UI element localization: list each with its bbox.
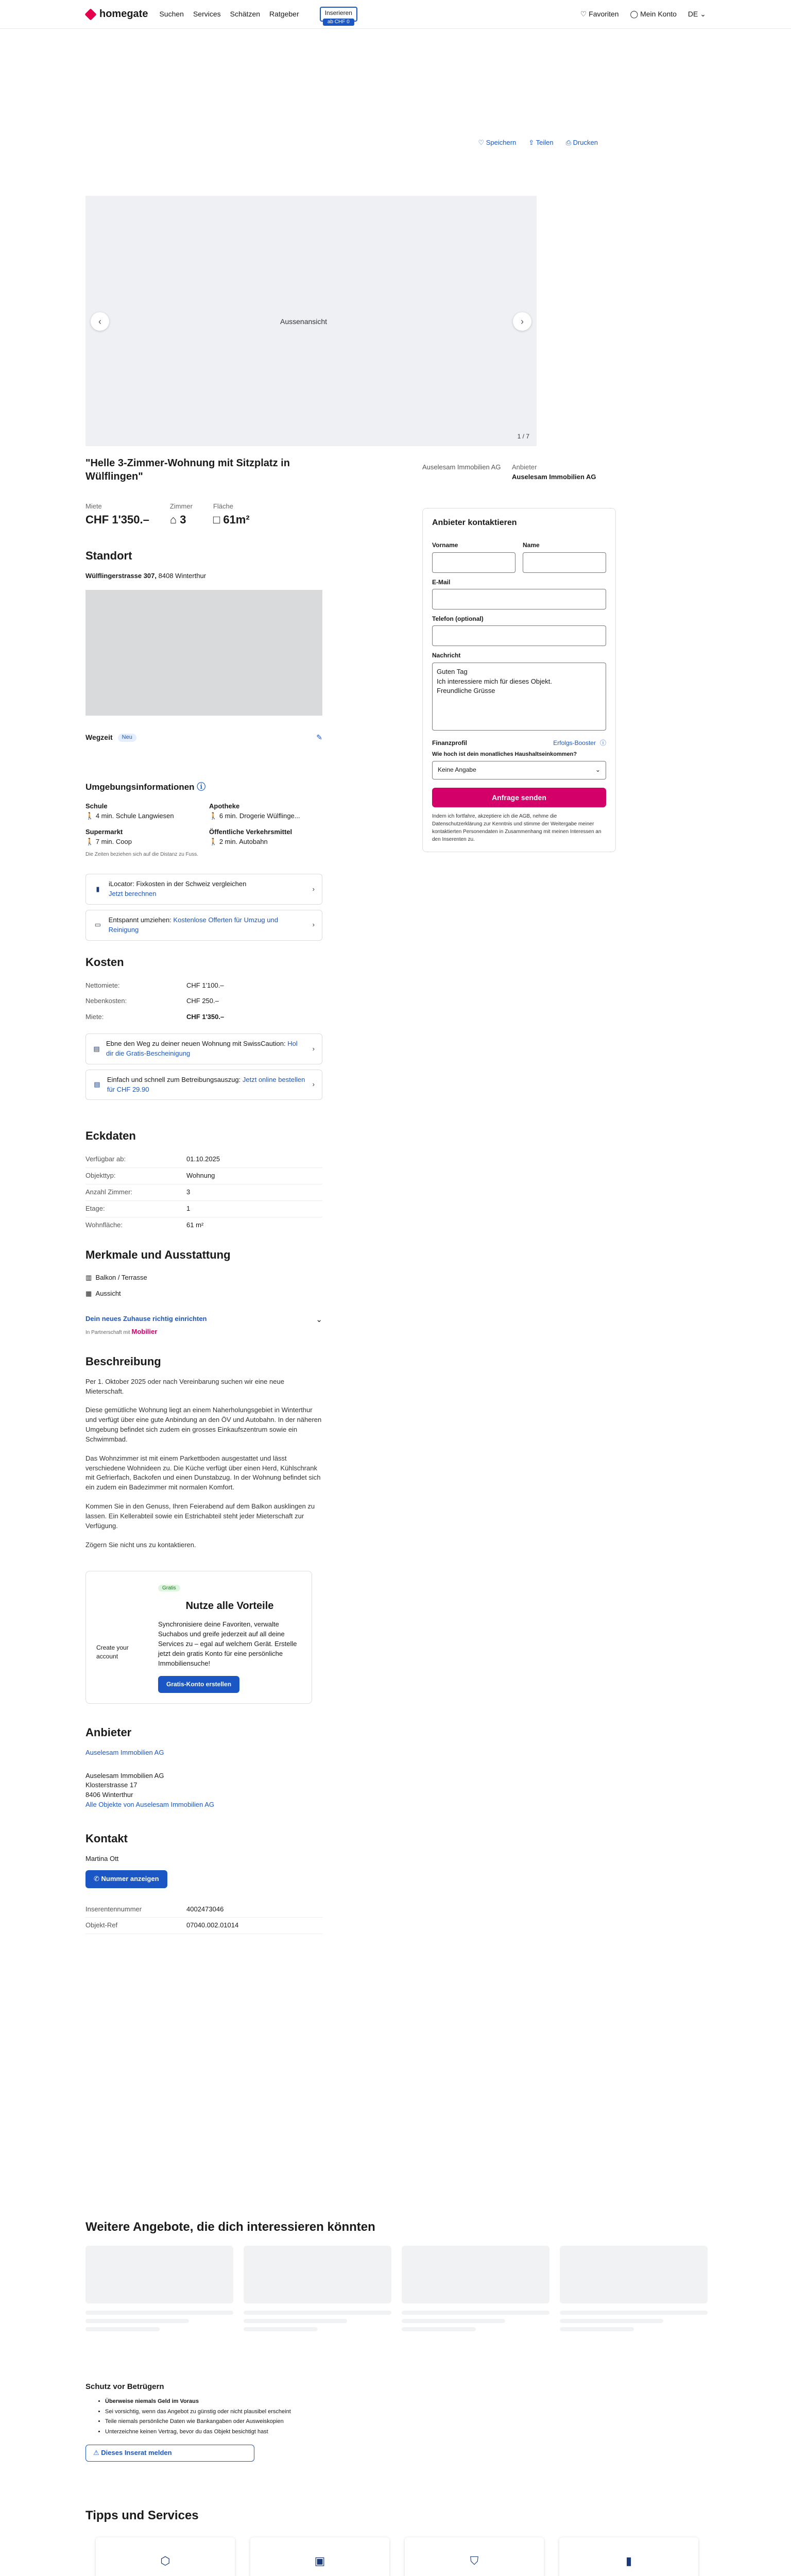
nav-services[interactable]: Services <box>193 10 221 19</box>
walk-icon: 🚶 <box>85 837 94 845</box>
key-facts: Miete CHF 1'350.– Zimmer ⌂ 3 Fläche □ 61m² <box>85 502 322 528</box>
income-select[interactable]: Keine Angabe ⌄ <box>432 761 606 779</box>
rent-value: CHF 1'350.– <box>85 513 149 526</box>
provider-logo-small: Auselesam Immobilien AG <box>422 463 501 471</box>
show-number-button[interactable]: ✆ Nummer anzeigen <box>85 1870 167 1888</box>
certificate-icon: ▣ <box>314 2554 325 2567</box>
new-badge: Neu <box>118 734 136 742</box>
send-request-button[interactable]: Anfrage senden <box>432 788 606 807</box>
info-icon[interactable]: ⓘ <box>197 782 206 792</box>
swisscaution-card[interactable]: ▤ Ebne den Weg zu deiner neuen Wohnung mit SwissCaution: Hol dir die Gratis-Bescheinigung › <box>85 1033 322 1064</box>
tip-card[interactable] <box>250 2537 389 2576</box>
save-button[interactable]: ♡ Speichern <box>478 139 517 146</box>
chevron-down-icon: ⌄ <box>700 10 706 19</box>
costs-heading: Kosten <box>85 955 124 969</box>
tip-card[interactable] <box>405 2537 544 2576</box>
language-select[interactable]: DE ⌄ <box>687 10 706 19</box>
view-icon: ▦ <box>85 1290 92 1298</box>
share-button[interactable]: ⇪ Teilen <box>528 139 554 146</box>
location-heading: Standort <box>85 549 132 562</box>
main-nav <box>159 9 308 19</box>
phone-input[interactable] <box>432 625 606 646</box>
nav-ratgeber[interactable]: Ratgeber <box>269 10 299 19</box>
walk-icon: 🚶 <box>209 812 218 820</box>
message-textarea[interactable]: Guten Tag Ich interessiere mich für dieses Objekt. Freundliche Grüsse <box>432 663 606 731</box>
provider-heading: Anbieter <box>85 1725 132 1739</box>
details-heading: Eckdaten <box>85 1129 136 1143</box>
gallery-image-alt: Aussenansicht <box>280 317 328 326</box>
walk-icon: 🚶 <box>85 812 94 820</box>
benefits-card: Create your account Gratis Nutze alle Vorteile Synchronisiere deine Favoriten, verwalte Suchabos und greife jederzeit auf all deine Services zu – egal auf welchem Gerät. Erstelle jetzt dein gratis Konto für eine persönliche Immobiliensuche! Gratis-Konto erstellen <box>85 1571 312 1704</box>
contact-form: Anbieter kontaktieren Vorname Name E-Mail Telefon (optional) Nachricht Guten Tag Ich interessiere mich für dieses Objekt. Freundliche Grüsse Finanzprofil Erfolgs-Booster ⓘ Wie hoch ist dein monatliches Haushaltseinkommen? Keine Angabe ⌄ Anfrage senden Indem ich fortfahre, akzeptiere ich die AGB, nehme die Datenschutzerklärung zur Kenntnis und stimme der Weitergabe meiner kontaktierten Personendaten in Zusammenhang mit meinen Interessen an den Inserenten zu. <box>422 508 616 852</box>
details-table: Verfügbar ab: 01.10.2025 Objekttyp: Wohnung Anzahl Zimmer: 3 Etage: 1 Wohnfläche: 61 m² <box>85 1151 322 1233</box>
similar-section: Weitere Angebote, die dich interessieren könnten <box>85 2218 709 2331</box>
shield-icon: ⛉ <box>470 2554 479 2567</box>
account-illustration: Create your account <box>96 1643 129 1660</box>
map[interactable] <box>85 590 322 716</box>
homegate-logo-icon <box>84 8 96 20</box>
user-icon: ◯ <box>630 10 639 19</box>
area-icon: □ <box>213 513 220 526</box>
nav-suchen[interactable]: Suchen <box>159 10 184 19</box>
env-heading: Umgebungsinformationen ⓘ <box>85 782 206 792</box>
nav-schaetzen[interactable]: Schätzen <box>230 10 261 19</box>
print-button[interactable]: ⎙ Drucken <box>565 139 598 146</box>
email-input[interactable] <box>432 589 606 609</box>
ilocator-icon: ▮ <box>96 885 100 893</box>
features-heading: Merkmale und Ausstattung <box>85 1248 231 1261</box>
ilocator-card[interactable]: ▮ iLocator: Fixkosten in der Schweiz vergleichen Jetzt berechnen › <box>85 874 322 905</box>
edit-icon[interactable]: ✎ <box>316 733 322 742</box>
last-name-input[interactable] <box>523 552 606 573</box>
similar-card-placeholder[interactable] <box>560 2246 708 2331</box>
truck-icon: ▭ <box>94 921 101 929</box>
tips-section: Tipps und Services ⬡ ▣ ⛉ ▮ <box>85 2507 709 2576</box>
chevron-right-icon: › <box>312 1080 315 1089</box>
heart-icon: ♡ <box>580 10 587 19</box>
document-icon: ▤ <box>93 1044 100 1053</box>
provider-all-listings-link[interactable]: Alle Objekte von Auselesam Immobilien AG <box>85 1801 215 1809</box>
page-content <box>84 29 707 2576</box>
chevron-right-icon: › <box>312 921 315 929</box>
create-account-button[interactable]: Gratis-Konto erstellen <box>158 1676 239 1693</box>
contact-heading: Kontakt <box>85 1832 128 1845</box>
gallery-counter: 1 / 7 <box>517 432 529 440</box>
chevron-right-icon: › <box>312 1044 315 1053</box>
first-name-input[interactable] <box>432 552 515 573</box>
report-listing-button[interactable]: ⚠ Dieses Inserat melden <box>85 2445 254 2462</box>
features-list: ▥ Balkon / Terrasse ▦ Aussicht <box>85 1274 147 1298</box>
legal-note: Indem ich fortfahre, akzeptiere ich die AGB, nehme die Datenschutzerklärung zur Kenntnis und stimme der Weitergabe meiner kontaktierten Personendaten in Zusammenhang mit meinen Interessen an den Inserenten zu. <box>432 814 601 843</box>
description-text: Per 1. Oktober 2025 oder nach Vereinbarung suchen wir eine neue Mieterschaft. Diese gemütliche Wohnung liegt an einem Naherholungsgebiet in Winterthur und verfügt über eine gute Anbindung an den ÖV und Autobahn. In der näheren Umgebung befindet sich zudem ein grosses Einkaufszentrum sowie ein Schwimmbad. Das Wohnzimmer ist mit einem Parkettboden ausgestattet und lässt verschiedene Wohnideen zu. Die Küche verfügt über einen Herd, Kühlschrank mit Gefrierfach, Backofen und einen Dunstabzug. In der Wohnung befindet sich ein zudem ein Badezimmer mit normalen Komfort. Kommen Sie in den Genuss, Ihren Feierabend auf dem Balkon ausklingen zu lassen. Ein Kellerabteil sowie ein Estrichabteil steht jeder Mieterschaft zur Verfügung. Zögern Sie nicht uns zu kontaktieren. <box>85 1377 322 1549</box>
chevron-right-icon: › <box>312 885 315 893</box>
provider-logo[interactable]: Auselesam Immobilien AG <box>85 1748 164 1756</box>
homegate-logo[interactable]: homegate <box>85 7 148 22</box>
balcony-icon: ▥ <box>85 1274 92 1282</box>
reference-table: Inserentennummer 4002473046 Objekt-Ref 07040.002.01014 <box>85 1902 322 1935</box>
listing-main: "Helle 3-Zimmer-Wohnung mit Sitzplatz in Wülflingen" Miete CHF 1'350.– Zimmer ⌂ 3 Fläche □ 61m² Standort Wülflingerstrasse 307, 8408 Winterthur Wegzeit Neu ✎ Umgebungsinformationen ⓘ Schule 🚶 4 min. Schule Langwiesen Apotheke 🚶 6 min. Drogerie Wülflinge... Supermarkt 🚶 7 min. Coop Öffentliche Verkehrsmittel 🚶 2 min. Autobahn Die Zeiten beziehen sich auf die Distanz zu Fuss. ▮ iLocator: Fixkosten in der Schweiz vergleichen Jetzt berechnen › ▭ Entspannt umziehen: Kostenlose Offerten für Umzug und Reinigung › Kosten Nettomiete: CHF 1'100.– Nebenkosten: CHF 250.– Miete: CHF 1'350.– ▤ Ebne den Weg zu deiner neuen Wohnung mit SwissCaution: Hol dir die Gratis-Bescheinigung › ▤ Einfach und schnell zum Betreibungsauszug: Jetzt online bestellen für CHF 29.90 › Eckdaten Verfügbar ab: 01.10.2025 Objekttyp: Wohnung Anzahl Zimmer: 3 Etage: 1 Wohnfläche: 61 m² Merkmale und Ausstattung ▥ Balkon / Terrasse ▦ Aussicht Dein neues Zuhause richtig einrichten In Partnerschaft mit Mobilier ⌄ Beschreibung Per 1. Oktober 2025 oder nach Vereinbarung suchen wir eine neue Mieterschaft. Diese gemütliche Wohnung liegt an einem Naherholungsgebiet in Winterthur und verfügt über eine gute Anbindung an den ÖV und Autobahn. In der näheren Umgebung befindet sich zudem ein grosses Einkaufszentrum sowie ein Schwimmbad. Das Wohnzimmer ist mit einem Parkettboden ausgestattet und lässt verschiedene Wohnideen zu. Die Küche verfügt über einen Herd, Kühlschrank mit Gefrierfach, Backofen und einen Dunstabzug. In der Wohnung befindet sich ein zudem ein Badezimmer mit normalen Komfort. Kommen Sie in den Genuss, Ihren Feierabend auf dem Balkon ausklingen zu lassen. Ein Kellerabteil sowie ein Estrichabteil steht jeder Mieterschaft zur Verfügung. Zögern Sie nicht uns zu kontaktieren. Create your account Gratis Nutze alle Vorteile Synchronisiere deine Favoriten, verwalte Suchabos und greife jederzeit auf all deine Services zu – egal auf welchem Gerät. Erstelle jetzt dein gratis Konto für eine persönliche Immobiliensuche! Gratis-Konto erstellen Anbieter Auselesam Immobilien AG Auselesam Immobilien AG Klosterstrasse 17 8406 Winterthur Alle Objekte von Auselesam Immobilien AG Kontakt Martina Ott ✆ Nummer anzeigen Inserentennummer 4002473046 Objekt-Ref 07040.002.01014 <box>85 456 322 1934</box>
warning-icon: ⚠ <box>93 2448 99 2456</box>
chevron-right-icon: › <box>521 316 524 327</box>
fraud-section: Schutz vor Betrügern • Überweise niemals Geld im Voraus • Sei vorsichtig, wenn das Angebot zu günstig oder nicht plausibel erscheint • Teile niemals persönliche Daten wie Bankangaben oder Ausweiskopien • Unterzeichne keinen Vertrag, bevor du das Objekt besichtigt hast ⚠ Dieses Inserat melden <box>85 2381 709 2462</box>
gallery-next-button[interactable] <box>513 312 531 331</box>
similar-card-placeholder[interactable] <box>244 2246 391 2331</box>
debt-extract-card[interactable]: ▤ Einfach und schnell zum Betreibungsauszug: Jetzt online bestellen für CHF 29.90 › <box>85 1070 322 1100</box>
similar-card-placeholder[interactable] <box>85 2246 233 2331</box>
similar-card-placeholder[interactable] <box>402 2246 549 2331</box>
env-grid: Schule 🚶 4 min. Schule Langwiesen Apotheke 🚶 6 min. Drogerie Wülflinge... Supermarkt 🚶 7 min. Coop Öffentliche Verkehrsmittel 🚶 2 min. Autobahn <box>85 802 300 845</box>
walk-icon: 🚶 <box>209 837 218 845</box>
rooms-icon: ⌂ <box>169 513 177 526</box>
costs-table: Nettomiete: CHF 1'100.– Nebenkosten: CHF 250.– Miete: CHF 1'350.– <box>85 981 225 1021</box>
tip-card[interactable] <box>96 2537 235 2576</box>
map-icon: ▮ <box>625 2554 632 2567</box>
phone-icon: ✆ <box>94 1874 99 1883</box>
document-icon: ▤ <box>94 1080 100 1089</box>
gallery-prev-button[interactable] <box>91 312 109 331</box>
provider-address: Auselesam Immobilien AG Klosterstrasse 17 8406 Winterthur Alle Objekte von Auselesam Immobilien AG <box>85 1771 215 1809</box>
account-link[interactable]: ◯ Mein Konto <box>630 10 677 19</box>
mobilier-logo: Mobilier <box>131 1327 158 1335</box>
chevron-left-icon: ‹ <box>98 316 101 327</box>
moving-card[interactable]: ▭ Entspannt umziehen: Kostenlose Offerten für Umzug und Reinigung › <box>85 910 322 941</box>
favorites-link[interactable]: ♡ Favoriten <box>580 10 619 19</box>
chevron-down-icon: ⌄ <box>316 1315 322 1325</box>
box-icon: ⬡ <box>160 2554 170 2567</box>
chevron-down-icon: ⌄ <box>595 766 600 774</box>
mobilier-section[interactable]: Dein neues Zuhause richtig einrichten In Partnerschaft mit Mobilier ⌄ <box>85 1315 322 1335</box>
tip-card[interactable] <box>559 2537 698 2576</box>
site-header <box>0 0 791 29</box>
listing-title: "Helle 3-Zimmer-Wohnung mit Sitzplatz in Wülflingen" <box>85 457 290 482</box>
advertise-button[interactable]: Inserieren ab CHF 0 <box>320 7 357 22</box>
info-icon[interactable]: ⓘ <box>599 739 606 747</box>
description-heading: Beschreibung <box>85 1354 161 1368</box>
listing-actions <box>84 29 707 158</box>
image-gallery[interactable] <box>85 196 537 446</box>
commute-section[interactable]: Wegzeit Neu ✎ <box>85 732 322 742</box>
contact-sidebar: Auselesam Immobilien AG Anbieter Auselesam Immobilien AG Anbieter kontaktieren Vorname Name E-Mail Telefon (optional) Nachricht Guten Tag Ich interessiere mich für dieses Objekt. Freundliche Grüsse Finanzprofil Erfolgs-Booster ⓘ Wie hoch ist dein monatliches Haushaltseinkommen? Keine Angabe ⌄ Anfrage senden Indem ich fortfahre, akzeptiere ich die AGB, nehme die Datenschutzerklärung zur Kenntnis und stimme der Weitergabe meiner kontaktierten Personendaten in Zusammenhang mit meinen Interessen an den Inserenten zu. <box>422 463 616 852</box>
